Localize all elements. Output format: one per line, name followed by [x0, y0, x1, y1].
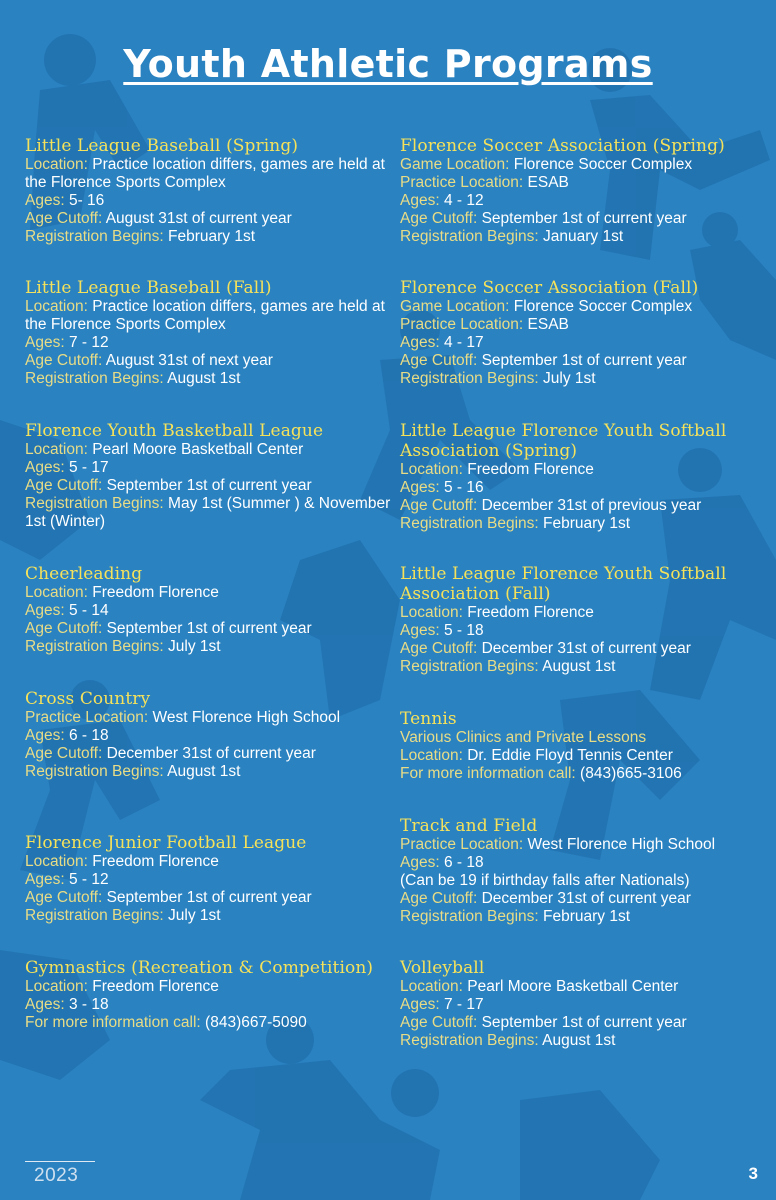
- program-name: Florence Soccer Association (Spring): [400, 136, 725, 156]
- program-detail-row: [25, 978, 393, 996]
- program-name: Little League Baseball (Fall): [25, 278, 272, 298]
- detail-label: Location:: [25, 584, 88, 601]
- detail-value: May 1st (Summer ) & November 1st (Winter): [25, 495, 391, 530]
- detail-value: July 1st: [168, 638, 221, 655]
- detail-value: December 31st of current year: [481, 640, 691, 657]
- detail-label: Practice Location:: [400, 836, 524, 853]
- program-name: Cross Country: [25, 689, 151, 709]
- detail-label: Registration Begins:: [25, 638, 164, 655]
- detail-value: January 1st: [543, 228, 624, 245]
- program-detail-row: [25, 853, 393, 871]
- footer-year: 2023: [34, 1165, 79, 1186]
- detail-value: December 31st of previous year: [481, 497, 702, 514]
- program-detail-row: [25, 1014, 393, 1032]
- detail-label: Age Cutoff:: [400, 210, 478, 227]
- detail-label: Location:: [25, 298, 88, 315]
- program-detail-row: [400, 622, 770, 640]
- detail-label: Registration Begins:: [25, 907, 164, 924]
- detail-label: Ages:: [400, 996, 440, 1013]
- detail-label: Ages:: [25, 459, 65, 476]
- detail-value: 7 - 17: [443, 996, 484, 1013]
- program-name: Track and Field: [400, 816, 538, 836]
- program-detail-row: [400, 765, 770, 783]
- detail-label: Various Clinics and Private Lessons: [400, 729, 647, 746]
- detail-label: Location:: [25, 978, 88, 995]
- program-detail-row: [400, 210, 770, 228]
- program-detail-row: [400, 996, 770, 1014]
- detail-label: Practice Location:: [400, 316, 524, 333]
- program-detail-row: [25, 889, 393, 907]
- program-name: Little League Florence Youth Softball Association (Spring): [400, 421, 727, 461]
- detail-value: Freedom Florence: [92, 584, 219, 601]
- program-detail-row: [25, 620, 393, 638]
- detail-label: Age Cutoff:: [25, 477, 103, 494]
- program-detail-row: [400, 228, 770, 246]
- detail-value: 6 - 18: [68, 727, 109, 744]
- program-block: [25, 958, 393, 1032]
- detail-value: ESAB: [527, 316, 569, 333]
- program-detail-row: [25, 210, 393, 228]
- detail-value: July 1st: [168, 907, 221, 924]
- detail-value: 6 - 18: [443, 854, 484, 871]
- program-detail-row: [25, 441, 393, 459]
- detail-label: Registration Begins:: [400, 370, 539, 387]
- detail-label: Registration Begins:: [25, 495, 164, 512]
- program-detail-row: [25, 996, 393, 1014]
- detail-value: September 1st of current year: [481, 352, 687, 369]
- program-detail-row: [25, 907, 393, 925]
- detail-label: Registration Begins:: [25, 370, 164, 387]
- program-detail-row: [400, 658, 770, 676]
- detail-value: September 1st of current year: [481, 210, 687, 227]
- detail-label: Ages:: [25, 602, 65, 619]
- program-detail-row: [25, 156, 393, 192]
- detail-value: Freedom Florence: [92, 978, 219, 995]
- detail-value: February 1st: [543, 908, 631, 925]
- detail-value: 4 - 12: [443, 192, 484, 209]
- program-name: Florence Junior Football League: [25, 833, 307, 853]
- detail-value: Freedom Florence: [467, 461, 594, 478]
- program-name: Florence Soccer Association (Fall): [400, 278, 699, 298]
- program-detail-row: [400, 908, 770, 926]
- program-block: [25, 136, 393, 246]
- detail-label: For more information call:: [400, 765, 576, 782]
- detail-label: Ages:: [400, 854, 440, 871]
- detail-value: Pearl Moore Basketball Center: [92, 441, 304, 458]
- detail-value: West Florence High School: [152, 709, 341, 726]
- detail-label: Location:: [400, 604, 463, 621]
- program-detail-row: [400, 352, 770, 370]
- program-block: [25, 564, 393, 656]
- detail-value: ESAB: [527, 174, 569, 191]
- program-detail-row: [400, 156, 770, 174]
- program-detail-row: [400, 640, 770, 658]
- detail-label: Registration Begins:: [400, 908, 539, 925]
- detail-value: 4 - 17: [443, 334, 484, 351]
- detail-label: Registration Begins:: [400, 658, 539, 675]
- detail-label: Ages:: [25, 996, 65, 1013]
- program-block: [400, 278, 770, 388]
- detail-value: 7 - 12: [68, 334, 109, 351]
- program-detail-row: [25, 495, 393, 531]
- detail-label: Practice Location:: [400, 174, 524, 191]
- program-detail-row: [400, 1014, 770, 1032]
- program-name: Gymnastics (Recreation & Competition): [25, 958, 374, 978]
- detail-value: September 1st of current year: [106, 477, 312, 494]
- program-block: [25, 278, 393, 388]
- detail-label: Ages:: [25, 192, 65, 209]
- detail-label: Age Cutoff:: [25, 745, 103, 762]
- program-name: Florence Youth Basketball League: [25, 421, 324, 441]
- program-block: [400, 564, 770, 676]
- program-detail-row: [400, 370, 770, 388]
- program-detail-row: [400, 836, 770, 854]
- detail-label: Age Cutoff:: [25, 889, 103, 906]
- detail-value: 5 - 14: [68, 602, 109, 619]
- program-detail-row: [400, 515, 770, 533]
- detail-label: Game Location:: [400, 298, 510, 315]
- program-detail-row: [25, 763, 393, 781]
- detail-value: 3 - 18: [68, 996, 109, 1013]
- program-detail-row: [400, 298, 770, 316]
- detail-value: Freedom Florence: [92, 853, 219, 870]
- detail-value: (Can be 19 if birthday falls after Nationals): [400, 872, 690, 889]
- detail-value: August 31st of current year: [105, 210, 292, 227]
- detail-value: September 1st of current year: [481, 1014, 687, 1031]
- program-detail-row: [25, 370, 393, 388]
- detail-value: Practice location differs, games are held at the Florence Sports Complex: [25, 298, 385, 333]
- detail-value: December 31st of current year: [481, 890, 691, 907]
- detail-value: Florence Soccer Complex: [513, 298, 693, 315]
- detail-label: Registration Begins:: [25, 763, 164, 780]
- detail-label: Location:: [400, 747, 463, 764]
- detail-label: Location:: [25, 441, 88, 458]
- program-detail-row: [25, 584, 393, 602]
- program-detail-row: [25, 192, 393, 210]
- detail-label: Location:: [25, 156, 88, 173]
- detail-label: Registration Begins:: [25, 228, 164, 245]
- detail-value: July 1st: [543, 370, 596, 387]
- detail-label: Ages:: [25, 871, 65, 888]
- program-block: [25, 689, 393, 781]
- detail-value: September 1st of current year: [106, 620, 312, 637]
- footer-divider: [25, 1161, 95, 1162]
- detail-label: Ages:: [400, 622, 440, 639]
- detail-label: Age Cutoff:: [400, 497, 478, 514]
- detail-value: 5 - 18: [443, 622, 484, 639]
- detail-value: August 1st: [542, 658, 616, 675]
- detail-value: (843)665-3106: [580, 765, 682, 782]
- detail-label: Ages:: [400, 334, 440, 351]
- detail-value: August 31st of next year: [105, 352, 273, 369]
- program-detail-row: [400, 174, 770, 192]
- program-block: [400, 136, 770, 246]
- program-detail-row: [25, 298, 393, 334]
- detail-value: Pearl Moore Basketball Center: [467, 978, 679, 995]
- detail-label: Age Cutoff:: [25, 210, 103, 227]
- program-detail-row: [25, 638, 393, 656]
- detail-label: Age Cutoff:: [400, 1014, 478, 1031]
- program-detail-row: [400, 1032, 770, 1050]
- program-name: Volleyball: [400, 958, 485, 978]
- program-detail-row: [25, 602, 393, 620]
- program-block: [25, 833, 393, 925]
- program-detail-row: [25, 334, 393, 352]
- program-detail-row: [400, 729, 770, 747]
- detail-value: West Florence High School: [527, 836, 716, 853]
- program-block: [25, 421, 393, 531]
- program-detail-row: [400, 872, 770, 890]
- detail-label: Registration Begins:: [400, 1032, 539, 1049]
- program-detail-row: [400, 316, 770, 334]
- program-detail-row: [400, 497, 770, 515]
- program-detail-row: [400, 978, 770, 996]
- program-detail-row: [25, 352, 393, 370]
- detail-value: 5 - 17: [68, 459, 109, 476]
- program-detail-row: [400, 334, 770, 352]
- detail-value: February 1st: [168, 228, 256, 245]
- detail-label: Age Cutoff:: [400, 890, 478, 907]
- detail-label: For more information call:: [25, 1014, 201, 1031]
- program-block: [400, 421, 770, 533]
- program-name: Little League Baseball (Spring): [25, 136, 299, 156]
- program-detail-row: [25, 709, 393, 727]
- program-detail-row: [25, 477, 393, 495]
- program-detail-row: [400, 461, 770, 479]
- detail-value: 5 - 12: [68, 871, 109, 888]
- detail-label: Location:: [400, 978, 463, 995]
- detail-label: Age Cutoff:: [400, 640, 478, 657]
- detail-value: August 1st: [167, 763, 241, 780]
- detail-label: Practice Location:: [25, 709, 149, 726]
- program-detail-row: [400, 479, 770, 497]
- detail-label: Registration Begins:: [400, 515, 539, 532]
- detail-label: Ages:: [25, 334, 65, 351]
- detail-value: 5 - 16: [443, 479, 484, 496]
- detail-value: February 1st: [543, 515, 631, 532]
- program-detail-row: [25, 745, 393, 763]
- detail-value: Practice location differs, games are held at the Florence Sports Complex: [25, 156, 385, 191]
- program-name: Little League Florence Youth Softball Association (Fall): [400, 564, 727, 604]
- detail-label: Location:: [400, 461, 463, 478]
- program-detail-row: [400, 604, 770, 622]
- program-name: Cheerleading: [25, 564, 143, 584]
- detail-value: Florence Soccer Complex: [513, 156, 693, 173]
- detail-value: August 1st: [542, 1032, 616, 1049]
- program-name: Tennis: [400, 709, 457, 729]
- detail-label: Registration Begins:: [400, 228, 539, 245]
- page-title: Youth Athletic Programs: [123, 42, 653, 86]
- program-detail-row: [400, 890, 770, 908]
- detail-label: Game Location:: [400, 156, 510, 173]
- detail-value: September 1st of current year: [106, 889, 312, 906]
- program-detail-row: [400, 747, 770, 765]
- detail-label: Ages:: [25, 727, 65, 744]
- detail-label: Age Cutoff:: [400, 352, 478, 369]
- detail-value: (843)667-5090: [205, 1014, 307, 1031]
- detail-label: Age Cutoff:: [25, 620, 103, 637]
- detail-label: Age Cutoff:: [25, 352, 103, 369]
- program-detail-row: [25, 871, 393, 889]
- program-block: [400, 958, 770, 1050]
- program-detail-row: [400, 854, 770, 872]
- program-detail-row: [400, 192, 770, 210]
- detail-value: August 1st: [167, 370, 241, 387]
- page-number: 3: [748, 1164, 758, 1183]
- program-block: [400, 816, 770, 926]
- detail-value: December 31st of current year: [106, 745, 316, 762]
- program-detail-row: [25, 459, 393, 477]
- detail-label: Location:: [25, 853, 88, 870]
- detail-label: Ages:: [400, 192, 440, 209]
- program-detail-row: [25, 228, 393, 246]
- detail-value: Freedom Florence: [467, 604, 594, 621]
- detail-value: Dr. Eddie Floyd Tennis Center: [467, 747, 673, 764]
- detail-label: Ages:: [400, 479, 440, 496]
- detail-value: 5- 16: [68, 192, 105, 209]
- program-detail-row: [25, 727, 393, 745]
- program-block: [400, 709, 770, 783]
